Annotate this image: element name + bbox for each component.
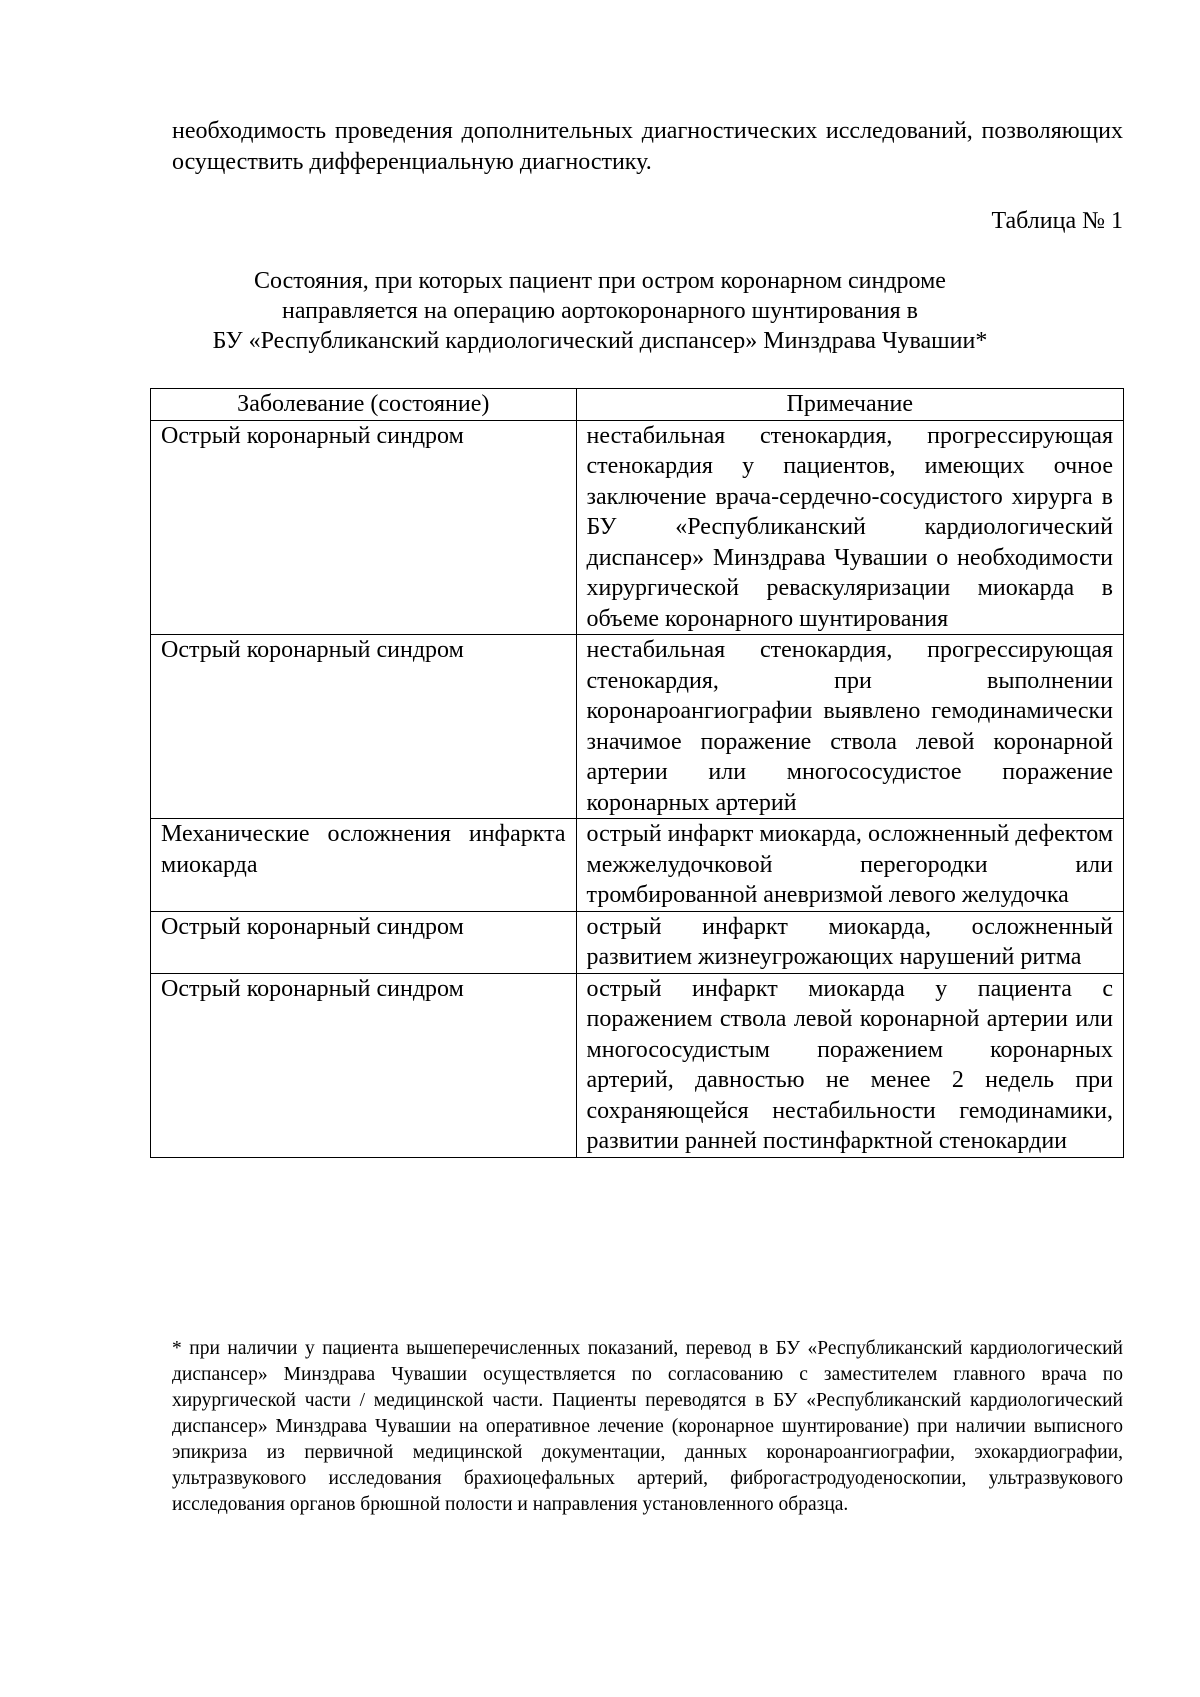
note-cell: острый инфаркт миокарда, осложненный развитием жизнеугрожающих нарушений ритма: [576, 911, 1123, 973]
conditions-table: [150, 388, 1124, 1158]
disease-cell: Острый коронарный синдром: [151, 973, 577, 1157]
table-row: [151, 911, 1124, 973]
table-caption: [150, 266, 1050, 356]
caption-line-1: Состояния, при которых пациент при остром коронарном синдроме: [254, 268, 946, 294]
disease-cell: Острый коронарный синдром: [151, 635, 577, 819]
table-row: [151, 973, 1124, 1157]
note-cell: нестабильная стенокардия, прогрессирующая стенокардия, при выполнении коронароангиографии выявлено гемодинамически значимое поражение ствола левой коронарной артерии или многососудистое поражение коронарных артерий: [576, 635, 1123, 819]
intro-paragraph: необходимость проведения дополнительных диагностических исследований, позволяющих осуществить дифференциальную диагностику.: [172, 118, 1123, 175]
table-row: [151, 420, 1124, 635]
footnote: * при наличии у пациента вышеперечисленных показаний, перевод в БУ «Республиканский кардиологический диспансер» Минздрава Чувашии осуществляется по согласованию с заместителем главного врача по хирургической части / медицинской части. Пациенты переводятся в БУ «Республиканский кардиологический диспансер» Минздрава Чувашии на оперативное лечение (коронарное шунтирование) при наличии выписного эпикриза из первичной медицинской документации, данных коронароангиографии, эхокардиографии, ультразвукового исследования брахиоцефальных артерий, фиброгастродуоденоскопии, ультразвукового исследования органов брюшной полости и направления установленного образца.: [172, 1338, 1123, 1515]
disease-cell: Острый коронарный синдром: [151, 420, 577, 635]
note-cell: острый инфаркт миокарда у пациента с поражением ствола левой коронарной артерии или многососудистым поражением коронарных артерий, давностью не менее 2 недель при сохраняющейся нестабильности гемодинамики, развитии ранней постинфарктной стенокардии: [576, 973, 1123, 1157]
header-disease: Заболевание (состояние): [151, 389, 577, 421]
header-note: Примечание: [576, 389, 1123, 421]
note-cell: нестабильная стенокардия, прогрессирующая стенокардия у пациентов, имеющих очное заключение врача-сердечно-сосудистого хирурга в БУ «Республиканский кардиологический диспансер» Минздрава Чувашии о необходимости хирургической реваскуляризации миокарда в объеме коронарного шунтирования: [576, 420, 1123, 635]
caption-line-3: БУ «Республиканский кардиологический диспансер» Минздрава Чувашии*: [212, 328, 988, 354]
note-cell: острый инфаркт миокарда, осложненный дефектом межжелудочковой перегородки или тромбированной аневризмой левого желудочка: [576, 819, 1123, 912]
table-number: Таблица № 1: [991, 208, 1123, 234]
table-row: [151, 635, 1124, 819]
table-row: [151, 819, 1124, 912]
table-header-row: [151, 389, 1124, 421]
disease-cell: Механические осложнения инфаркта миокарда: [151, 819, 577, 912]
disease-cell: Острый коронарный синдром: [151, 911, 577, 973]
caption-line-2: направляется на операцию аортокоронарного шунтирования в: [281, 298, 918, 324]
